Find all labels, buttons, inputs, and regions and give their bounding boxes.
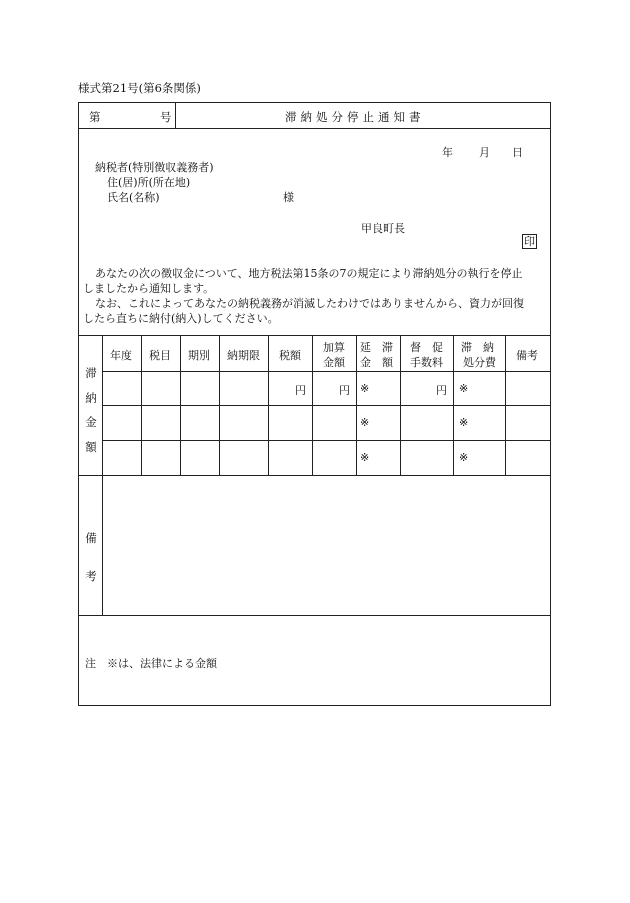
header-delinquency-line1: 延 滞 — [360, 341, 393, 354]
issuer-name: 甲良町長 — [361, 222, 405, 235]
footnote: 注 ※は、法律による金額 — [85, 657, 217, 670]
row1-tax-amount-unit: 円 — [295, 384, 306, 397]
row1-delinquency-mark: ※ — [360, 382, 370, 395]
side-char: 納 — [85, 390, 97, 405]
header-reminder-fee-line1: 督 促 — [410, 341, 443, 354]
date-day: 日 — [512, 146, 523, 159]
table-bottom-rule — [79, 475, 550, 476]
header-surcharge-line2: 金額 — [323, 356, 345, 369]
header-disposition-cost-line1: 滞 納 — [461, 341, 494, 354]
number-prefix: 第 — [89, 110, 101, 124]
header-divider — [175, 103, 176, 128]
header-surcharge-line1: 加算 — [323, 341, 345, 354]
body-paragraph-1-line-2: しましたから通知します。 — [83, 282, 215, 295]
header-tax-item: 税目 — [149, 349, 171, 362]
remarks-bottom-rule — [79, 615, 550, 616]
row1-surcharge-unit: 円 — [339, 384, 350, 397]
row1-disposition-cost-mark: ※ — [459, 382, 469, 395]
row-rule — [102, 371, 550, 372]
delinquent-amount-label — [79, 361, 103, 459]
document-title: 滞納処分停止通知書 — [285, 110, 425, 124]
header-period: 期別 — [188, 349, 210, 362]
row-rule — [102, 405, 550, 406]
body-paragraph-2-line-2: したら直ちに納付(納入)してください。 — [83, 312, 279, 325]
notice-form — [78, 102, 551, 706]
row-rule — [102, 440, 550, 441]
header-bottom-rule — [79, 128, 550, 129]
side-char: 金 — [85, 415, 97, 429]
seal-mark: 印 — [524, 235, 535, 248]
row1-reminder-fee-unit: 円 — [436, 384, 447, 397]
address-label: 住(居)所(所在地) — [107, 176, 191, 189]
remarks-label — [79, 519, 103, 595]
header-disposition-cost-line2: 処分費 — [463, 356, 496, 369]
table-top-rule — [79, 335, 550, 336]
body-paragraph-1-line-1: あなたの次の徴収金について、地方税法第15条の7の規定により滞納処分の執行を停止 — [95, 267, 523, 280]
number-suffix: 号 — [160, 110, 172, 124]
header-remarks: 備考 — [516, 349, 538, 362]
remarks-char: 備 — [85, 531, 97, 545]
header-tax-amount: 税額 — [279, 349, 301, 362]
form-number-label: 様式第21号(第6条関係) — [78, 81, 201, 95]
side-char: 滞 — [85, 366, 97, 380]
header-delinquency-line2: 金 額 — [360, 356, 393, 369]
remarks-char: 考 — [85, 569, 97, 583]
row2-delinquency-mark: ※ — [360, 416, 370, 429]
name-label: 氏名(名称) — [107, 191, 160, 204]
date-year: 年 — [442, 146, 453, 159]
row2-disposition-cost-mark: ※ — [459, 416, 469, 429]
taxpayer-label: 納税者(特別徴収義務者) — [95, 161, 214, 174]
header-reminder-fee-line2: 手数料 — [410, 356, 443, 369]
honorific: 様 — [283, 191, 294, 204]
side-char: 額 — [85, 439, 97, 454]
row3-delinquency-mark: ※ — [360, 451, 370, 464]
header-year: 年度 — [110, 349, 132, 362]
date-month: 月 — [479, 146, 490, 159]
body-paragraph-2-line-1: なお、これによってあなたの納税義務が消滅したわけではありませんから、資力が回復 — [95, 297, 524, 310]
header-deadline: 納期限 — [227, 349, 260, 362]
row3-disposition-cost-mark: ※ — [459, 451, 469, 464]
